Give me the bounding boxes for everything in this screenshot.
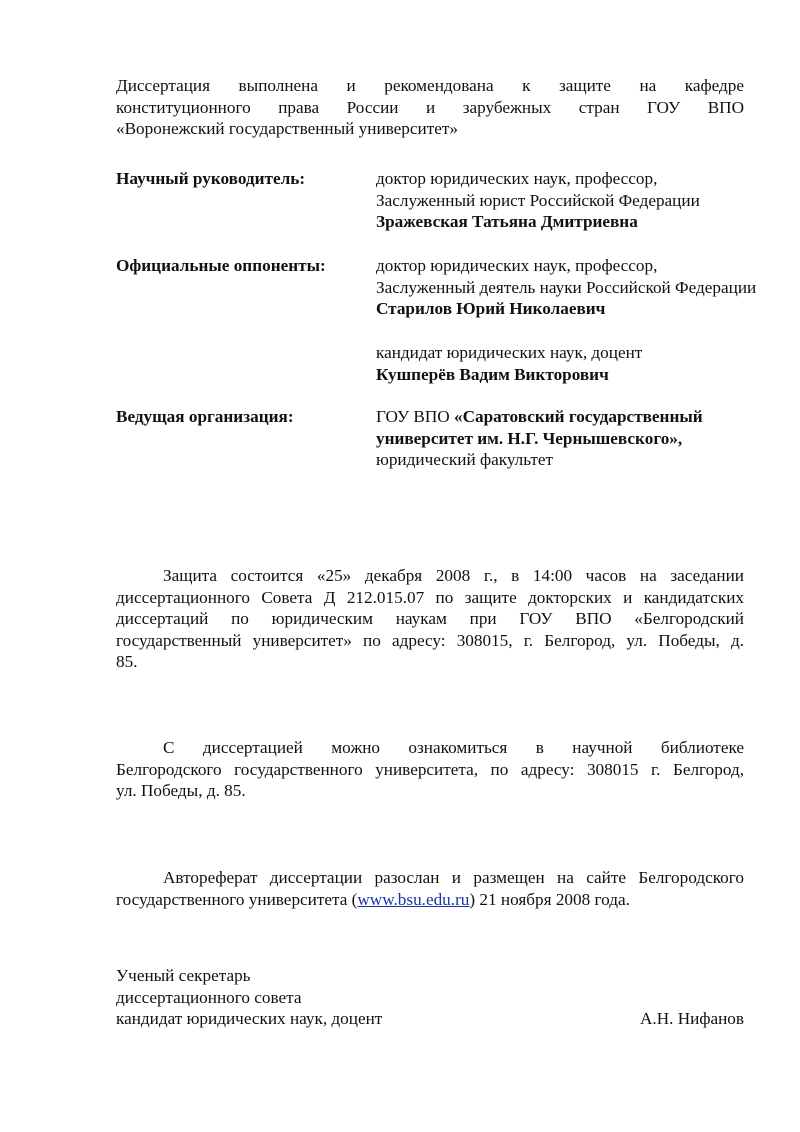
lead-org-line-1 — [376, 406, 703, 428]
signature-line-2: диссертационного совета — [116, 987, 302, 1007]
intro-line-1: Диссертация выполнена и рекомендована к защите на кафедре — [116, 76, 744, 95]
lead-org-label: Ведущая организация: — [116, 407, 294, 426]
library-line-3: ул. Победы, д. 85. — [116, 781, 246, 800]
opponent-1-title: Заслуженный деятель науки Российской Федерации — [376, 277, 757, 297]
library-line-2: Белгородского государственного университета, по адресу: 308015 г. Белгород, — [116, 759, 744, 779]
signature-line-3: кандидат юридических наук, доцент — [116, 1009, 383, 1028]
intro-line-2: конституционного права России и зарубежных стран ГОУ ВПО — [116, 97, 744, 117]
lead-org-details — [376, 406, 703, 471]
abstract-line-2 — [116, 889, 744, 911]
supervisor-details — [376, 168, 700, 233]
supervisor-degree: доктор юридических наук, профессор, — [376, 169, 658, 188]
defense-line-2: диссертационного Совета Д 212.015.07 по защите докторских и кандидатских — [116, 587, 744, 607]
opponent-2-name: Кушперёв Вадим Викторович — [376, 364, 609, 384]
abstract-line-2-prefix: государственного университета ( — [116, 889, 358, 909]
lead-org-name-1: «Саратовский государственный — [454, 407, 703, 426]
opponents-label: Официальные оппоненты: — [116, 256, 326, 275]
opponent-1-name: Старилов Юрий Николаевич — [376, 299, 606, 318]
supervisor-label: Научный руководитель: — [116, 169, 306, 188]
defense-paragraph — [116, 565, 744, 673]
defense-line-5: 85. — [116, 652, 138, 671]
supervisor-name: Зражевская Татьяна Дмитриевна — [376, 212, 638, 231]
defense-line-4: государственный университет» по адресу: 308015, г. Белгород, ул. Победы, д. — [116, 630, 744, 650]
signature-line-1: Ученый секретарь — [116, 966, 251, 985]
intro-line-3: «Воронежский государственный университет» — [116, 119, 458, 138]
opponent-2-details — [376, 342, 642, 385]
lead-org-name-2: университет им. Н.Г. Чернышевского», — [376, 428, 683, 448]
abstract-line-1: Автореферат диссертации разослан и размещен на сайте Белгородского — [163, 868, 744, 887]
signature-name: А.Н. Нифанов — [640, 1009, 744, 1028]
opponent-2-degree: кандидат юридических наук, доцент — [376, 343, 643, 362]
bsu-website-link[interactable]: www.bsu.edu.ru — [357, 889, 470, 909]
opponent-1-details — [376, 255, 756, 320]
abstract-line-2-suffix: ) 21 ноября 2008 года. — [469, 889, 630, 909]
library-line-1: С диссертацией можно ознакомиться в научной библиотеке — [163, 738, 744, 757]
lead-org-faculty: юридический факультет — [376, 450, 554, 469]
defense-line-1: Защита состоится «25» декабря 2008 г., в 14:00 часов на заседании — [163, 566, 744, 585]
library-paragraph — [116, 737, 744, 802]
intro-paragraph — [116, 75, 744, 140]
lead-org-prefix: ГОУ ВПО — [376, 407, 455, 426]
opponent-1-degree: доктор юридических наук, профессор, — [376, 256, 658, 275]
defense-line-3: диссертаций по юридическим наукам при ГОУ ВПО «Белгородский — [116, 609, 744, 628]
supervisor-title: Заслуженный юрист Российской Федерации — [376, 190, 700, 210]
abstract-paragraph — [116, 867, 744, 910]
